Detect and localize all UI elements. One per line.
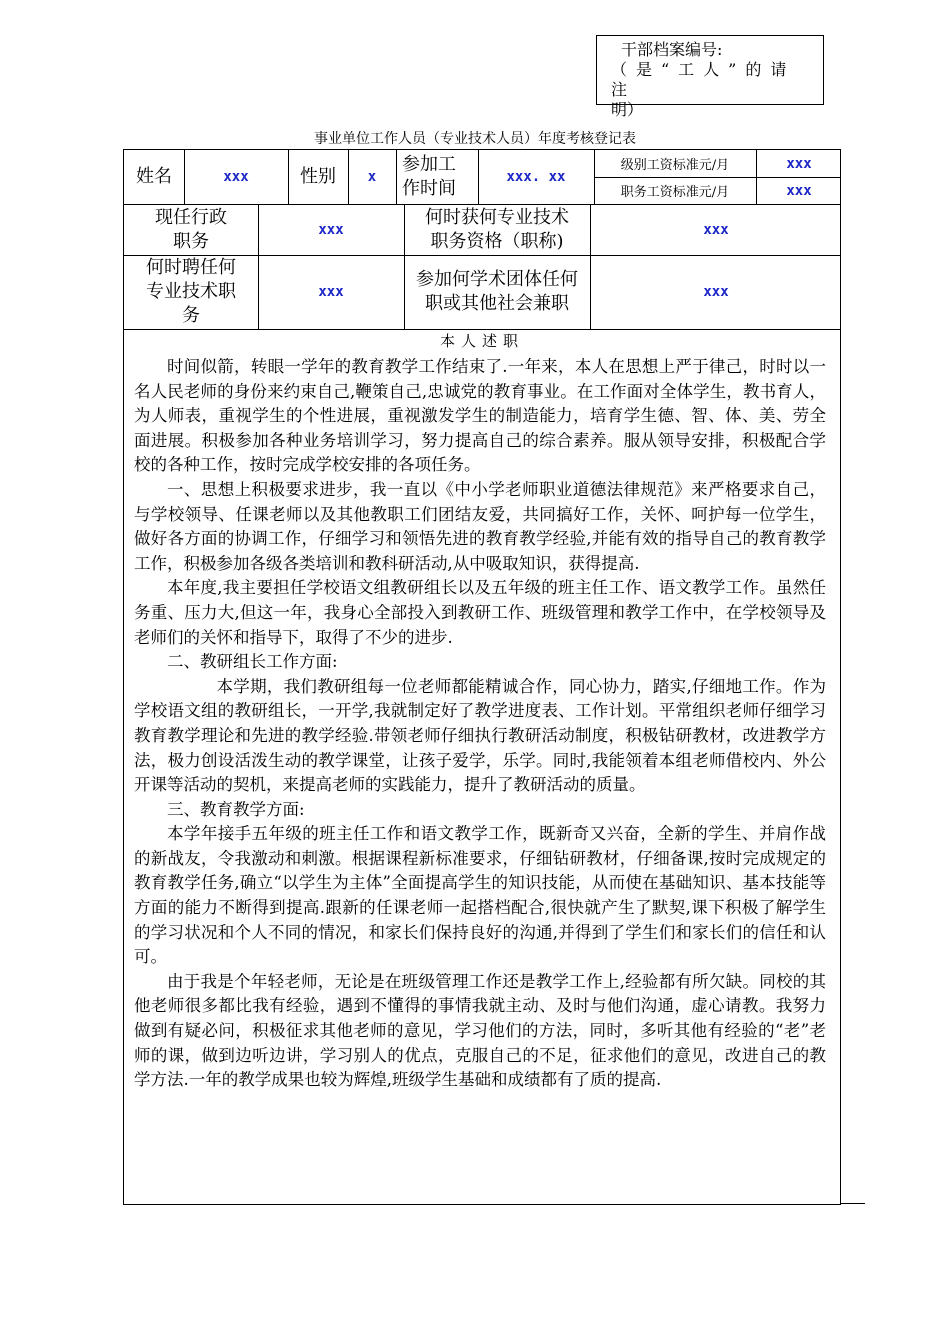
position-salary-value: xxx: [786, 182, 812, 199]
admin-position-label-line1: 现任行政: [155, 206, 227, 228]
grade-salary-label: 级别工资标准元/月: [620, 158, 730, 173]
gender-value: x: [367, 169, 377, 185]
society-position-value: xxx: [703, 284, 729, 300]
archive-number-label: 干部档案编号:: [621, 40, 723, 59]
assessment-form-table: [123, 149, 841, 1205]
hire-position-value: xxx: [318, 284, 344, 300]
society-position-label-line1: 参加何学术团体任何: [416, 269, 578, 290]
qualification-label: [404, 204, 590, 255]
work-time-label-line1: 参加工: [402, 154, 456, 175]
work-time-label-line2: 作时间: [402, 178, 456, 199]
admin-position-label-line2: 职务: [173, 230, 209, 252]
admin-position-value: xxx: [318, 221, 344, 238]
name-label: 姓名: [136, 166, 172, 187]
society-position-label: [404, 255, 590, 329]
statement-paragraph: 本年度,我主要担任学校语文组教研组长以及五年级的班主任工作、语文教学工作。虽然任务重、压力大,但这一年，我身心全部投入到教研工作、班级管理和教学工作中，在学校领导及老师们的关怀和指导下，取得了不少的进步.: [134, 578, 826, 647]
hire-position-label: [124, 255, 258, 329]
statement-subheading: 二、教研组长工作方面:: [167, 652, 338, 672]
statement-body: [134, 355, 826, 1093]
work-time-label: [396, 150, 478, 204]
archive-worker-note-end: 明）: [611, 100, 644, 119]
statement-paragraph: 时间似箭，转眼一学年的教育教学工作结束了.一年来，本人在思想上严于律己，时时以一名人民老师的身份来约束自己,鞭策自己,忠诚党的教育事业。在工作面对全体学生，教书育人，为人师表，重视学生的个性进展，重视激发学生的制造能力，培育学生德、智、体、美、劳全面进展。积极参加各种业务培训学习，努力提高自己的综合素养。服从领导安排，积极配合学校的各种工作，按时完成学校安排的各项任务。: [134, 357, 826, 475]
hire-position-label-line1: 何时聘任何: [146, 257, 236, 278]
statement-paragraph: 本学期，我们教研组每一位老师都能精诚合作，同心协力，踏实,仔细地工作。作为学校语文组的教研组长，一开学,我就制定好了教学进度表、工作计划。平常组织老师仔细学习教育教学理论和先进的教学经验.带领老师仔细执行教研活动制度，积极钻研教材，改进教学方法，极力创设活泼生动的教学课堂，让孩子爱学，乐学。同时,我能领着本组老师借校内、外公开课等活动的契机，来提高老师的实践能力，提升了教研活动的质量。: [134, 676, 826, 795]
statement-heading: 本人述职: [439, 332, 524, 350]
table-edge-line: [841, 1203, 865, 1204]
grade-salary-value: xxx: [786, 155, 812, 172]
statement-paragraph: 本学年接手五年级的班主任工作和语文教学工作，既新奇又兴奋，全新的学生、并肩作战的新战友，令我激动和刺激。根据课程新标准要求，仔细钻研教材，仔细备课,按时完成规定的教育教学任务,确立“以学生为主体”全面提高学生的知识技能，从而使在基础知识、基本技能等方面的能力不断得到提高.跟新的任课老师一起搭档配合,很快就产生了默契,课下积极了解学生的学习状况和个人不同的情况，和家长们保持良好的沟通,并得到了学生们和家长们的信任和认可。: [134, 824, 826, 967]
hire-position-label-line3: 务: [182, 305, 200, 326]
name-value: xxx: [223, 169, 249, 185]
archive-number-box: [596, 35, 824, 119]
hire-position-label-line2: 专业技术职: [146, 281, 236, 302]
qualification-value: xxx: [703, 221, 729, 238]
admin-position-label: [124, 204, 258, 255]
position-salary-label: 职务工资标准元/月: [620, 185, 730, 200]
qualification-label-line1: 何时获何专业技术: [425, 206, 569, 228]
statement-paragraph: 一、思想上积极要求进步，我一直以《中小学老师职业道德法律规范》来严格要求自己，与学校领导、任课老师以及其他教职工们团结友爱，共同搞好工作，关怀、呵护每一位学生，做好各方面的协调工作，仔细学习和领悟先进的教育教学经验,并能有效的指导自己的教育教学工作，积极参加各级各类培训和教科研活动,从中吸取知识，获得提高.: [134, 479, 826, 573]
archive-worker-note: （是“工人”的请注: [611, 60, 796, 99]
form-title: 事业单位工作人员（专业技术人员）年度考核登记表: [314, 131, 636, 147]
statement-subheading: 三、教育教学方面:: [167, 799, 305, 819]
work-time-value: xxx. xx: [506, 169, 566, 185]
qualification-label-line2: 职务资格（职称): [430, 230, 564, 252]
society-position-label-line2: 职或其他社会兼职: [425, 293, 569, 314]
gender-label: 性别: [300, 166, 336, 187]
statement-paragraph: 由于我是个年轻老师，无论是在班级管理工作还是教学工作上,经验都有所欠缺。同校的其他老师很多都比我有经验，遇到不懂得的事情我就主动、及时与他们沟通，虚心请教。我努力做到有疑必问，积极征求其他老师的意见，学习他们的方法，同时，多听其他有经验的“老”老师的课，做到边听边讲，学习别人的优点，克服自己的不足，征求他们的意见，改进自己的教学方法.一年的教学成果也较为辉煌,班级学生基础和成绩都有了质的提高.: [134, 971, 826, 1090]
